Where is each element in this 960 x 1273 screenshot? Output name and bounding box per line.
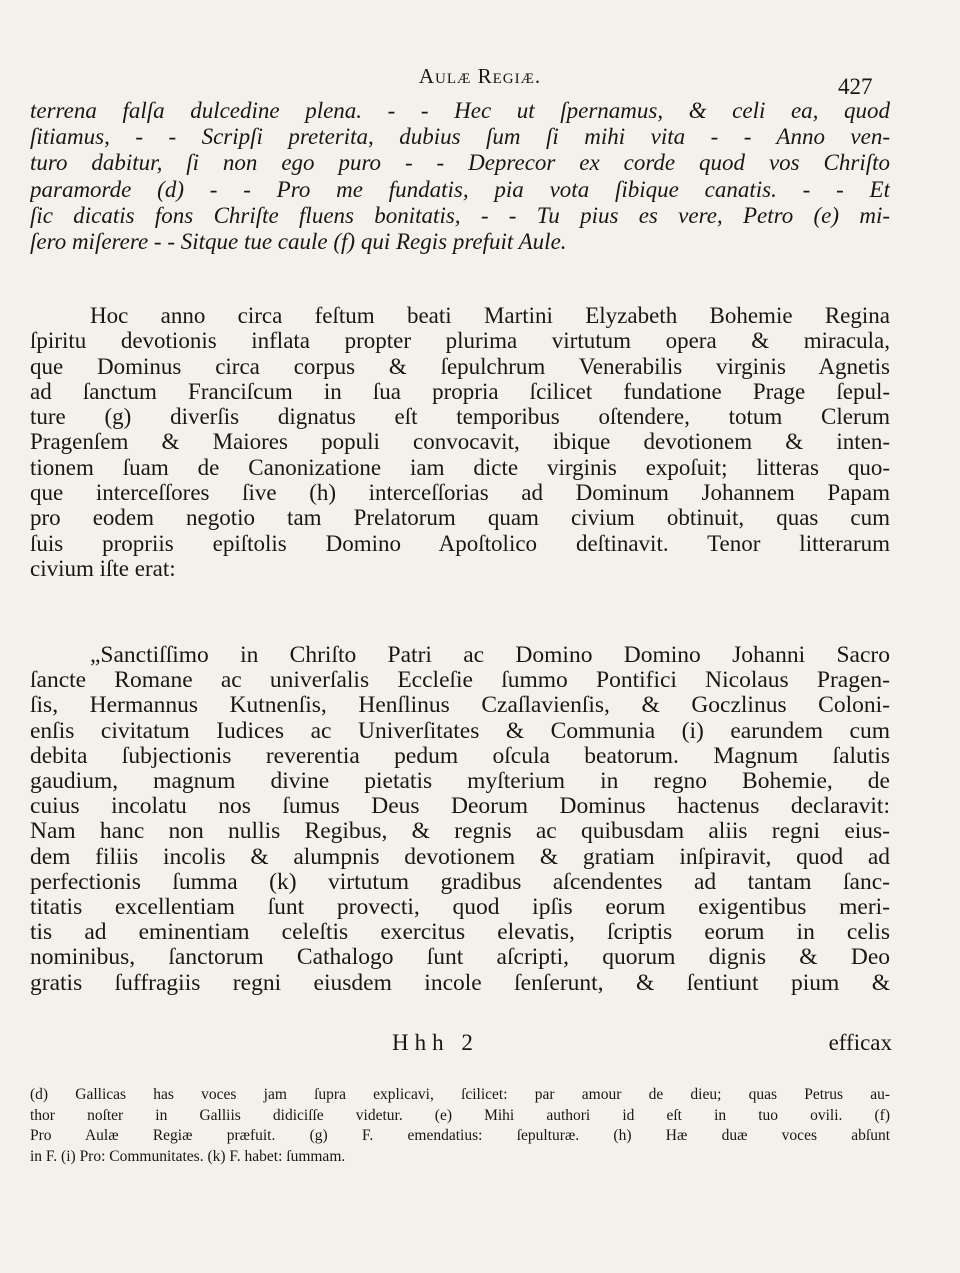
verse-line: ſitiamus, - - Scripſi preterita, dubius ſum ſi mihi vita - - Anno ven- — [30, 124, 890, 150]
paragraph-line: pro eodem negotio tam Prelatorum quam civium obtinuit, quas cum — [30, 505, 890, 531]
verse-block — [30, 98, 890, 255]
letter-line: perfectionis ſumma (k) virtutum gradibus aſcendentes ad tantam ſanc- — [30, 869, 890, 895]
letter-line: cuius incolatu nos ſumus Deus Deorum Dominus hactenus declaravit: — [30, 794, 890, 820]
verse-line: terrena falſa dulcedine plena. - - Hec ut ſpernamus, & celi ea, quod — [30, 98, 890, 123]
letter-line: nominibus, ſanctorum Cathalogo ſunt aſcripti, quorum dignis & Deo — [30, 945, 890, 971]
footnotes — [30, 1085, 890, 1167]
paragraph-block — [30, 303, 890, 581]
page-number: 427 — [838, 74, 873, 99]
paragraph-line: tionem ſuam de Canonizatione iam dicte virginis expoſuit; litteras quo- — [30, 454, 890, 480]
verse-line: ſic dicatis fons Chriſte fluens bonitatis, - - Tu pius es vere, Petro (e) mi- — [30, 202, 890, 228]
letter-line: tis ad eminentiam celeſtis exercitus elevatis, ſcriptis eorum in celis — [30, 920, 890, 946]
paragraph-line: Pragenſem & Maiores populi convocavit, ibique devotionem & inten- — [30, 429, 890, 455]
footnote-line: (d) Gallicas has voces jam ſupra explicavi, ſcilicet: par amour de dieu; quas Petrus au- — [30, 1086, 890, 1103]
letter-line: „Sanctiſſimo in Chriſto Patri ac Domino Domino Johanni Sacro — [90, 643, 890, 668]
letter-line: titatis excellentiam ſunt provecti, quod ipſis eorum exigentibus meri- — [30, 895, 890, 921]
letter-block — [30, 643, 890, 996]
running-title: Aulæ Regiæ. — [418, 64, 542, 88]
footnote-line: Pro Aulæ Regiæ præfuit. (g) F. emendatius: ſepulturæ. (h) Hæ duæ voces abſunt — [30, 1127, 890, 1144]
letter-line: ſis, Hermannus Kutnenſis, Henſlinus Czaſlavienſis, & Goczlinus Coloni- — [30, 693, 890, 719]
verse-line: ſero miſerere - - Sitque tue caule (f) qui Regis prefuit Aule. — [30, 229, 567, 255]
letter-line: gratis ſuffragiis regni eiusdem incole ſenſerunt, & ſentiunt pium & — [30, 970, 890, 996]
paragraph-line: que Dominus circa corpus & ſepulchrum Venerabilis virginis Agnetis — [30, 353, 890, 379]
paragraph-line: ſpiritu devotionis inflata propter plurima virtutum opera & miracula, — [30, 328, 890, 354]
letter-line: dem filiis incolis & alumpnis devotionem & gratiam inſpiravit, quod ad — [30, 844, 890, 870]
paragraph-line: ture (g) diverſis dignatus eſt temporibus oſtendere, totum Clerum — [30, 404, 890, 430]
letter-line: Nam hanc non nullis Regibus, & regnis ac quibusdam aliis regni eius- — [30, 819, 890, 845]
footnote-line: thor noſter in Galliis didiciſſe videtur. (e) Mihi authori id eſt in tuo ovili. (f) — [30, 1106, 890, 1124]
paragraph-line: ad ſanctum Franciſcum in ſua propria ſcilicet fundatione Prage ſepul- — [30, 378, 890, 404]
verse-line: paramorde (d) - - Pro me fundatis, pia vota ſibique canatis. - - Et — [30, 176, 890, 202]
paragraph-line: ſuis propriis epiſtolis Domino Apoſtolico deſtinavit. Tenor litterarum — [30, 530, 890, 556]
catchword: efficax — [828, 1030, 892, 1055]
letter-line: ſancte Romane ac univerſalis Eccleſie ſummo Pontifici Nicolaus Pragen- — [30, 668, 890, 694]
letter-line: debita ſubjectionis reverentia pedum oſcula beatorum. Magnum ſalutis — [30, 743, 890, 769]
paragraph-line: Hoc anno circa feſtum beati Martini Elyzabeth Bohemie Regina — [90, 303, 890, 328]
paragraph-line: que interceſſores ſive (h) interceſſorias ad Dominum Johannem Papam — [30, 480, 890, 506]
catchword-line — [30, 1030, 892, 1060]
verse-line: turo dabitur, ſi non ego puro - - Deprecor ex corde quod vos Chriſto — [30, 150, 890, 176]
paragraph-line: civium iſte erat: — [30, 555, 176, 581]
letter-line: gaudium, magnum divine pietatis myſterium in regno Bohemie, de — [30, 769, 890, 795]
signature-mark: Hhh 2 — [392, 1030, 479, 1055]
letter-line: enſis civitatum Iudices ac Univerſitates & Communia (i) earundem cum — [30, 718, 890, 744]
footnote-line: in F. (i) Pro: Communitates. (k) F. habet: ſummam. — [30, 1147, 346, 1165]
